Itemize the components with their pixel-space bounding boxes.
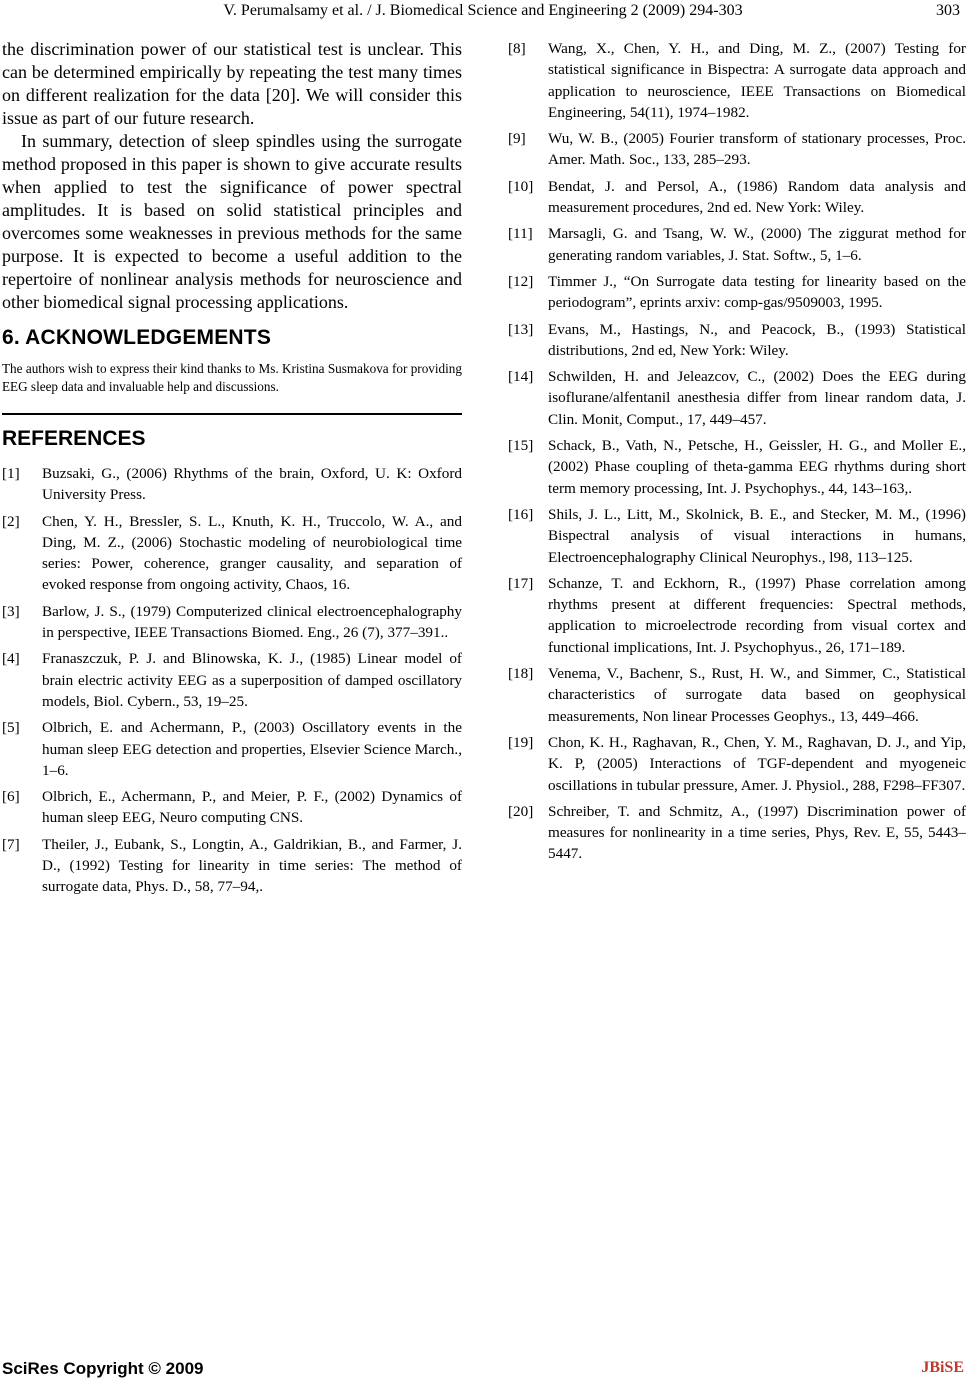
reference-text: Wu, W. B., (2005) Fourier transform of stationary processes, Proc. Amer. Math. Soc., 133, 285–293. <box>548 130 966 169</box>
acknowledgements-heading: 6. ACKNOWLEDGEMENTS <box>2 326 272 349</box>
reference-item <box>508 435 966 499</box>
reference-item <box>508 504 966 568</box>
reference-item <box>2 601 462 644</box>
body-paragraph: In summary, detection of sleep spindles using the surrogate method proposed in this paper is shown to give accurate results when applied to test the significance of power spectral amplitudes. It is based on solid statistical principles and overcomes some weaknesses in previous methods for the same purpose. It is expected to become a useful addition to the repertoire of nonlinear analysis methods for neuroscience and other biomedical signal processing applications. <box>2 131 462 312</box>
reference-item <box>508 38 966 123</box>
reference-number: [12] <box>508 272 534 290</box>
reference-item <box>508 128 966 171</box>
page-footer <box>0 1355 966 1385</box>
reference-text: Olbrich, E. and Achermann, P., (2003) Oscillatory events in the human sleep EEG detection and properties, Elsevier Science March., 1–6. <box>42 719 462 779</box>
reference-text: Wang, X., Chen, Y. H., and Ding, M. Z., (2007) Testing for statistical significance in Bispectra: A surrogate data approach and application to neuroscience, IEEE Transactions on Biomedical Engineering, 54(11), 1974–1982. <box>548 40 966 121</box>
reference-item <box>2 511 462 596</box>
left-column <box>2 38 462 903</box>
reference-number: [16] <box>508 505 534 523</box>
reference-item <box>508 573 966 658</box>
reference-item <box>2 648 462 712</box>
reference-number: [19] <box>508 733 534 751</box>
reference-text: Chen, Y. H., Bressler, S. L., Knuth, K. H., Truccolo, W. A., and Ding, M. Z., (2006) Stochastic modeling of neurobiological time series: Power, coherence, granger causality, and separation of evoked response from ongoing activity, Chaos, 16. <box>42 512 462 594</box>
reference-list-left <box>2 463 462 898</box>
reference-text: Evans, M., Hastings, N., and Peacock, B., (1993) Statistical distributions, 2nd ed, New York: Wiley. <box>548 320 966 359</box>
acknowledgements-text: The authors wish to express their kind thanks to Ms. Kristina Susmakova for providing EEG sleep data and invaluable help and discussions. <box>2 361 462 394</box>
reference-number: [17] <box>508 574 534 592</box>
reference-item <box>508 319 966 362</box>
reference-number: [11] <box>508 225 533 243</box>
reference-number: [20] <box>508 802 534 820</box>
body-paragraph: the discrimination power of our statistical test is unclear. This can be determined empirically by repeating the test many times on different realization for the data [20]. We will consider this issue as part of our future research. <box>2 39 462 128</box>
reference-text: Schack, B., Vath, N., Petsche, H., Geissler, H. G., and Moller E., (2002) Phase coupling of theta-gamma EEG rhythms during short term memory processing, Int. J. Psychophys., 44, 143–163,. <box>548 437 966 497</box>
reference-number: [15] <box>508 437 534 455</box>
reference-item <box>508 176 966 219</box>
reference-item <box>508 271 966 314</box>
reference-number: [6] <box>2 788 20 806</box>
reference-number: [18] <box>508 665 534 683</box>
reference-number: [10] <box>508 177 534 195</box>
journal-logo: JBiSE <box>921 1359 964 1376</box>
right-column <box>508 38 966 870</box>
reference-text: Venema, V., Bachenr, S., Rust, H. W., and Simmer, C., Statistical characteristics of surrogate data based on geophysical measurements, Non linear Processes Geophys., 13, 449–466. <box>548 665 966 725</box>
reference-item <box>508 801 966 865</box>
reference-item <box>508 663 966 727</box>
reference-text: Schanze, T. and Eckhorn, R., (1997) Phase correlation among rhythms present at different frequencies: Spectral methods, application to microelectrode recording from visual cortex and functional implications, Int. J. Psychophyus., 26, 171–189. <box>548 574 966 656</box>
reference-number: [1] <box>2 465 20 482</box>
running-head-text: V. Perumalsamy et al. / J. Biomedical Science and Engineering 2 (2009) 294-303 <box>223 2 743 19</box>
reference-item <box>508 732 966 796</box>
reference-text: Buzsaki, G., (2006) Rhythms of the brain, Oxford, U. K: Oxford University Press. <box>42 465 462 504</box>
reference-item <box>508 223 966 266</box>
reference-text: Shils, J. L., Litt, M., Skolnick, B. E., and Stecker, M. M., (1996) Bispectral analysis of visual interactions in humans, Electroencephalography Clinical Neurophys., l98, 113–125. <box>548 505 966 566</box>
reference-text: Chon, K. H., Raghavan, R., Chen, Y. M., Raghavan, D. J., and Yip, K. P, (2005) Interactions of TGF-dependent and myogeneic oscillations in tubular pressure, Amer. J. Physiol., 288, F298–FF307. <box>548 733 966 794</box>
reference-item <box>2 786 462 829</box>
reference-text: Timmer J., “On Surrogate data testing for linearity based on the periodogram”, eprints arxiv: comp-gas/9509003, 1995. <box>548 272 966 312</box>
reference-text: Olbrich, E., Achermann, P., and Meier, P. F., (2002) Dynamics of human sleep EEG, Neuro computing CNS. <box>42 788 462 827</box>
reference-list-right <box>508 38 966 865</box>
reference-text: Schwilden, H. and Jeleazcov, C., (2002) Does the EEG during isoflurane/alfentanil anesthesia differ from linear random data, J. Clin. Monit, Comput., 17, 449–457. <box>548 368 966 428</box>
running-header <box>0 0 966 24</box>
reference-text: Marsagli, G. and Tsang, W. W., (2000) The ziggurat method for generating random variables, J. Stat. Softw., 5, 1–6. <box>548 225 966 264</box>
reference-number: [13] <box>508 320 534 338</box>
page-number: 303 <box>936 2 960 19</box>
reference-item <box>2 834 462 898</box>
reference-item <box>2 463 462 506</box>
reference-item <box>508 366 966 430</box>
reference-text: Franaszczuk, P. J. and Blinowska, K. J., (1985) Linear model of brain electric activity EEG as a superposition of damped oscillatory models, Biol. Cybern., 53, 19–25. <box>42 650 462 710</box>
reference-number: [4] <box>2 650 20 668</box>
references-heading: REFERENCES <box>2 427 146 450</box>
reference-number: [2] <box>2 512 20 530</box>
reference-text: Theiler, J., Eubank, S., Longtin, A., Galdrikian, B., and Farmer, J. D., (1992) Testing for linearity in time series: The method of surrogate data, Phys. D., 58, 77–94,. <box>42 835 462 896</box>
reference-number: [14] <box>508 368 534 386</box>
reference-number: [5] <box>2 719 20 737</box>
reference-number: [7] <box>2 835 20 853</box>
reference-text: Barlow, J. S., (1979) Computerized clinical electroencephalography in perspective, IEEE Transactions Biomed. Eng., 26 (7), 377–391.. <box>42 602 462 642</box>
reference-number: [9] <box>508 130 526 148</box>
reference-text: Schreiber, T. and Schmitz, A., (1997) Discrimination power of measures for nonlinearity in a time series, Phys, Rev. E, 55, 5443–5447. <box>548 802 966 863</box>
reference-text: Bendat, J. and Persol, A., (1986) Random data analysis and measurement procedures, 2nd ed. New York: Wiley. <box>548 177 966 217</box>
reference-number: [8] <box>508 40 526 57</box>
reference-number: [3] <box>2 602 20 620</box>
section-divider <box>2 413 462 415</box>
copyright-notice: SciRes Copyright © 2009 <box>2 1359 204 1378</box>
reference-item <box>2 717 462 781</box>
